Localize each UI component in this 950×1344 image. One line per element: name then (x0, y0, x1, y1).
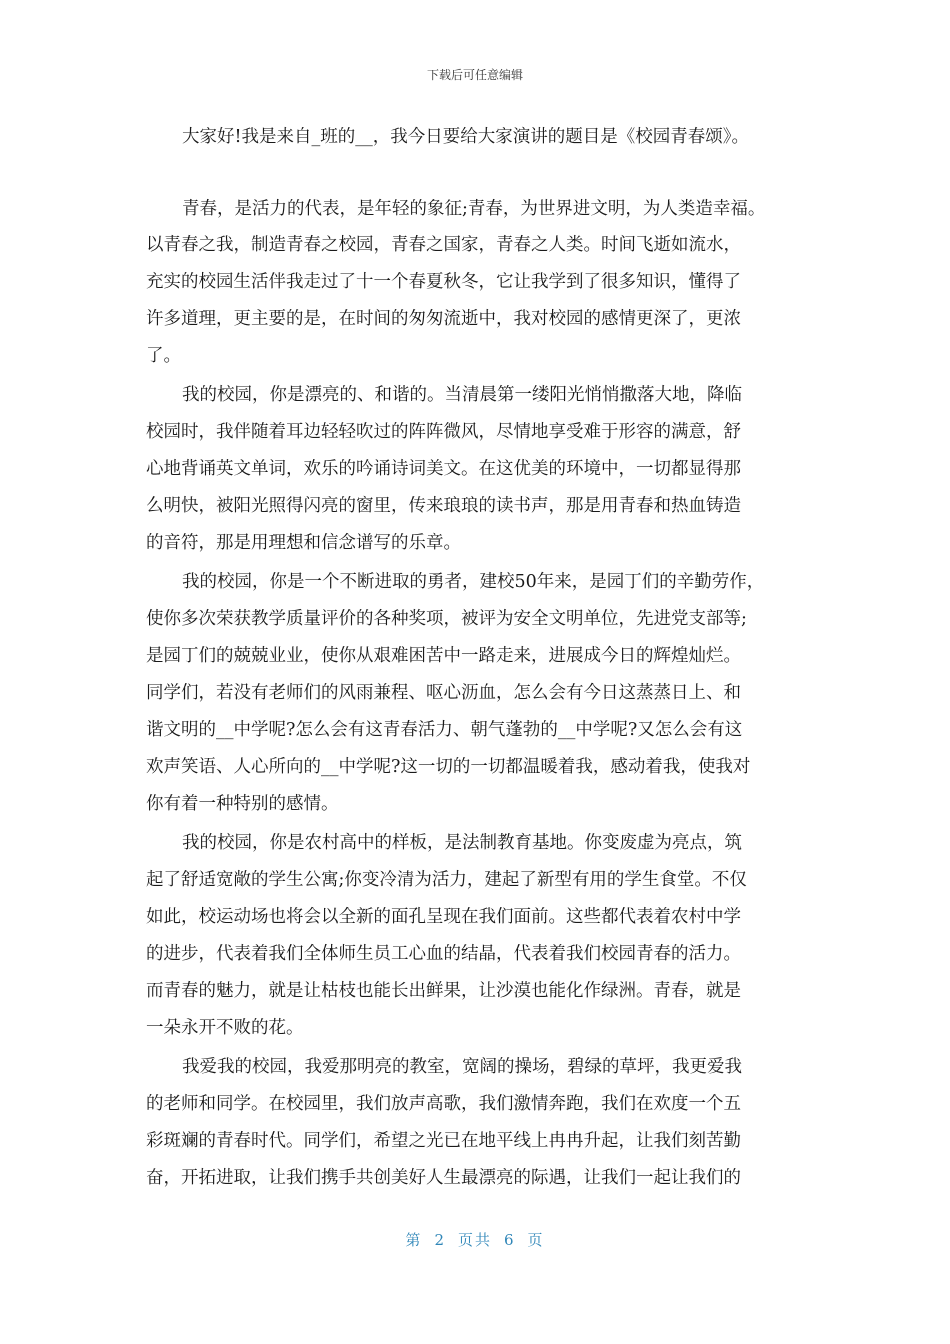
text-line: 么明快，被阳光照得闪亮的窗里，传来琅琅的读书声，那是用青春和热血铸造 (146, 496, 741, 516)
text-line: 使你多次荣获教学质量评价的各种奖项，被评为安全文明单位，先进党支部等; (146, 609, 747, 629)
footer-middle: 页共 (457, 1231, 492, 1249)
text-line: 大家好!我是来自_班的__，我今日要给大家演讲的题目是《校园青春颂》。 (182, 127, 750, 147)
text-line: 彩斑斓的青春时代。同学们，希望之光已在地平线上冉冉升起，让我们刻苦勤 (146, 1131, 741, 1151)
footer-total-pages: 6 (504, 1231, 516, 1249)
footer-prefix: 第 (405, 1231, 423, 1249)
text-line: 谐文明的__中学呢?怎么会有这青春活力、朝气蓬勃的__中学呢?又怎么会有这 (146, 720, 743, 740)
text-line: 了。 (146, 346, 181, 366)
text-line: 我的校园，你是一个不断进取的勇者，建校50年来，是园丁们的辛勤劳作， (182, 572, 765, 592)
text-line: 以青春之我，制造青春之校园，青春之国家，青春之人类。时间飞逝如流水， (146, 235, 741, 255)
text-line: 一朵永开不败的花。 (146, 1018, 304, 1038)
text-line: 欢声笑语、人心所向的__中学呢?这一切的一切都温暖着我，感动着我，使我对 (146, 757, 751, 777)
text-line: 青春，是活力的代表，是年轻的象征;青春，为世界进文明，为人类造幸福。 (182, 199, 766, 219)
text-line: 许多道理，更主要的是，在时间的匆匆流逝中，我对校园的感情更深了，更浓 (146, 309, 741, 329)
text-line: 心地背诵英文单词，欢乐的吟诵诗词美文。在这优美的环境中，一切都显得那 (146, 459, 741, 479)
text-line: 同学们，若没有老师们的风雨兼程、呕心沥血，怎么会有今日这蒸蒸日上、和 (146, 683, 741, 703)
text-line: 是园丁们的兢兢业业，使你从艰难困苦中一路走来，进展成今日的辉煌灿烂。 (146, 646, 741, 666)
text-line: 我的校园，你是农村高中的样板，是法制教育基地。你变废虚为亮点，筑 (182, 833, 742, 853)
text-line: 的音符，那是用理想和信念谱写的乐章。 (146, 533, 461, 553)
page-header: 下载后可任意编辑 (426, 68, 523, 82)
text-line: 的进步，代表着我们全体师生员工心血的结晶，代表着我们校园青春的活力。 (146, 944, 741, 964)
text-line: 校园时，我伴随着耳边轻轻吹过的阵阵微风，尽情地享受难于形容的满意，舒 (146, 422, 741, 442)
page-footer (0, 1229, 950, 1250)
text-line: 充实的校园生活伴我走过了十一个春夏秋冬，它让我学到了很多知识，懂得了 (146, 272, 741, 292)
footer-suffix: 页 (527, 1231, 545, 1249)
text-line: 你有着一种特别的感情。 (146, 794, 339, 814)
text-line: 我爱我的校园，我爱那明亮的教室，宽阔的操场，碧绿的草坪，我更爱我 (182, 1057, 742, 1077)
text-line: 如此，校运动场也将会以全新的面孔呈现在我们面前。这些都代表着农村中学 (146, 907, 741, 927)
text-line: 的老师和同学。在校园里，我们放声高歌，我们激情奔跑，我们在欢度一个五 (146, 1094, 741, 1114)
text-line: 起了舒适宽敞的学生公寓;你变冷清为活力，建起了新型有用的学生食堂。不仅 (146, 870, 747, 890)
footer-page-number: 2 (434, 1231, 446, 1249)
text-line: 奋，开拓进取，让我们携手共创美好人生最漂亮的际遇，让我们一起让我们的 (146, 1168, 741, 1188)
text-line: 而青春的魅力，就是让枯枝也能长出鲜果，让沙漠也能化作绿洲。青春，就是 (146, 981, 741, 1001)
text-line: 我的校园，你是漂亮的、和谐的。当清晨第一缕阳光悄悄撒落大地，降临 (182, 385, 742, 405)
